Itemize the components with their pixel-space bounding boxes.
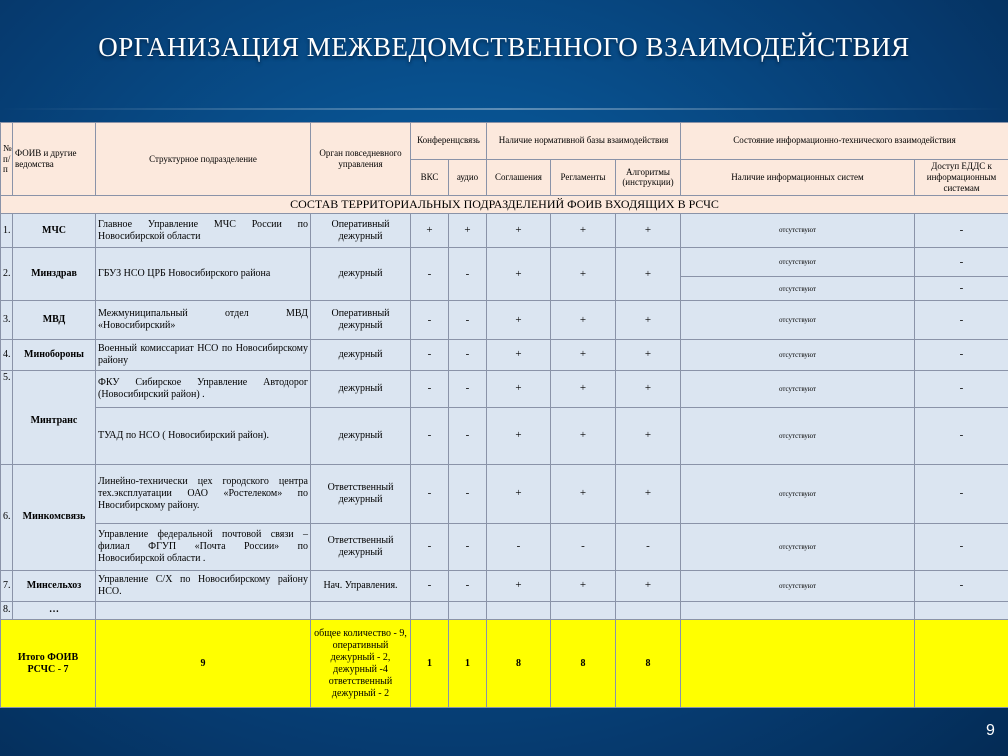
row-regulations: + <box>551 370 616 407</box>
row-organ: дежурный <box>311 340 411 371</box>
row-organ: дежурный <box>311 407 411 464</box>
row-empty-cell <box>487 601 551 619</box>
row-algorithms: + <box>616 407 681 464</box>
page-number: 9 <box>986 722 995 739</box>
table-row <box>1 524 1008 571</box>
row-struct: ФКУ Сибирское Управление Автодорог (Новосибирский район) . <box>96 370 311 407</box>
row-foiv: Минтранс <box>13 370 96 464</box>
row-agreements: + <box>487 301 551 340</box>
row-agreements: + <box>487 464 551 523</box>
row-struct: Главное Управление МЧС России по Новосибирской области <box>96 213 311 248</box>
row-num: 7. <box>1 571 13 602</box>
row-vks: - <box>411 407 449 464</box>
row-foiv: Минобороны <box>13 340 96 371</box>
row-algorithms: + <box>616 464 681 523</box>
header-foiv: ФОИВ и другие ведомства <box>13 123 96 196</box>
row-algorithms: + <box>616 340 681 371</box>
row-algorithms: + <box>616 571 681 602</box>
header-algorithms: Алгоритмы (инструкции) <box>616 159 681 195</box>
row-access: - <box>915 370 1008 407</box>
row-empty-cell <box>616 601 681 619</box>
row-empty-cell <box>411 601 449 619</box>
row-infosys: отсутствуют <box>681 407 915 464</box>
row-infosys: отсутствуют <box>681 464 915 523</box>
row-foiv: МЧС <box>13 213 96 248</box>
row-empty-cell <box>681 601 915 619</box>
table-row <box>1 340 1008 371</box>
row-struct: ТУАД по НСО ( Новосибирский район). <box>96 407 311 464</box>
row-struct: ГБУЗ НСО ЦРБ Новосибирского района <box>96 248 311 301</box>
totals-organ: общее количество - 9, оперативный дежурный - 2, дежурный -4 ответственный дежурный - 2 <box>311 620 411 708</box>
totals-access <box>915 620 1008 708</box>
row-organ: дежурный <box>311 248 411 301</box>
row-regulations: + <box>551 464 616 523</box>
row-infosys: отсутствуют <box>681 213 915 248</box>
row-empty-cell <box>915 601 1008 619</box>
table-row <box>1 407 1008 464</box>
row-num: 1. <box>1 213 13 248</box>
row-foiv: Минкомсвязь <box>13 464 96 570</box>
row-agreements: + <box>487 248 551 301</box>
row-audio: - <box>449 524 487 571</box>
row-audio: - <box>449 464 487 523</box>
row-audio: - <box>449 248 487 301</box>
row-regulations: + <box>551 248 616 301</box>
row-struct: Управление С/Х по Новосибирскому району НСО. <box>96 571 311 602</box>
row-num: 6. <box>1 464 13 570</box>
row-vks: - <box>411 524 449 571</box>
header-infosys: Наличие информационных систем <box>681 159 915 195</box>
row-algorithms: + <box>616 301 681 340</box>
row-vks: - <box>411 571 449 602</box>
slide-title: ОРГАНИЗАЦИЯ МЕЖВЕДОМСТВЕННОГО ВЗАИМОДЕЙСТВИЯ <box>98 32 910 62</box>
row-access: - <box>915 340 1008 371</box>
row-vks: - <box>411 248 449 301</box>
row-regulations: + <box>551 301 616 340</box>
row-num: 3. <box>1 301 13 340</box>
row-vks: - <box>411 340 449 371</box>
row-infosys: отсутствуют <box>681 571 915 602</box>
row-agreements: - <box>487 524 551 571</box>
row-algorithms: + <box>616 248 681 301</box>
row-struct: Управление федеральной почтовой связи – филиал ФГУП «Почта России» по Новосибирской области . <box>96 524 311 571</box>
row-access: - <box>915 524 1008 571</box>
row-regulations: + <box>551 407 616 464</box>
totals-struct: 9 <box>96 620 311 708</box>
table-row <box>1 370 1008 407</box>
row-access: - <box>915 276 1008 301</box>
row-organ: дежурный <box>311 370 411 407</box>
row-algorithms: - <box>616 524 681 571</box>
row-num: 5. <box>1 370 13 464</box>
header-agreements: Соглашения <box>487 159 551 195</box>
row-access: - <box>915 213 1008 248</box>
row-algorithms: + <box>616 213 681 248</box>
row-regulations: + <box>551 340 616 371</box>
totals-vks: 1 <box>411 620 449 708</box>
row-audio: - <box>449 370 487 407</box>
header-state: Состояние информационно-технического взаимодействия <box>681 123 1008 160</box>
row-organ: Ответственный дежурный <box>311 524 411 571</box>
row-audio: - <box>449 301 487 340</box>
row-num: 8. <box>1 601 13 619</box>
row-audio: + <box>449 213 487 248</box>
header-conf: Конференцсвязь <box>411 123 487 160</box>
totals-row <box>1 620 1008 708</box>
row-foiv: Минздрав <box>13 248 96 301</box>
row-organ: Нач. Управления. <box>311 571 411 602</box>
row-infosys: отсутствуют <box>681 301 915 340</box>
row-struct: Военный комиссариат НСО по Новосибирскому району <box>96 340 311 371</box>
row-infosys: отсутствуют <box>681 340 915 371</box>
header-organ: Орган повседневного управления <box>311 123 411 196</box>
table-row <box>1 301 1008 340</box>
header-audio: аудио <box>449 159 487 195</box>
header-normbase: Наличие нормативной базы взаимодействия <box>487 123 681 160</box>
row-foiv: МВД <box>13 301 96 340</box>
row-infosys: отсутствуют <box>681 524 915 571</box>
row-access: - <box>915 248 1008 277</box>
row-vks: - <box>411 301 449 340</box>
row-foiv: … <box>13 601 96 619</box>
row-regulations: + <box>551 571 616 602</box>
row-infosys: отсутствуют <box>681 276 915 301</box>
row-infosys: отсутствуют <box>681 248 915 277</box>
row-empty-cell <box>96 601 311 619</box>
totals-label: Итого ФОИВ РСЧС - 7 <box>1 620 96 708</box>
table-row <box>1 601 1008 619</box>
row-audio: - <box>449 340 487 371</box>
row-organ: Оперативный дежурный <box>311 301 411 340</box>
row-vks: - <box>411 464 449 523</box>
row-struct: Линейно-технически цех городского центра тех.эксплуатации ОАО «Ростелеком» по Нвосибирскому району. <box>96 464 311 523</box>
row-access: - <box>915 464 1008 523</box>
section-title: СОСТАВ ТЕРРИТОРИАЛЬНЫХ ПОДРАЗДЕЛЕНИЙ ФОИВ ВХОДЯЩИХ В РСЧС <box>1 195 1008 213</box>
row-empty-cell <box>311 601 411 619</box>
row-vks: - <box>411 370 449 407</box>
row-access: - <box>915 301 1008 340</box>
totals-audio: 1 <box>449 620 487 708</box>
row-foiv: Минсельхоз <box>13 571 96 602</box>
header-struct: Структурное подразделение <box>96 123 311 196</box>
row-access: - <box>915 571 1008 602</box>
table-row <box>1 464 1008 523</box>
row-struct: Межмуниципальный отдел МВД «Новосибирский» <box>96 301 311 340</box>
row-audio: - <box>449 407 487 464</box>
row-num: 2. <box>1 248 13 301</box>
row-agreements: + <box>487 407 551 464</box>
row-organ: Ответственный дежурный <box>311 464 411 523</box>
row-agreements: + <box>487 213 551 248</box>
row-agreements: + <box>487 340 551 371</box>
row-agreements: + <box>487 370 551 407</box>
header-regulations: Регламенты <box>551 159 616 195</box>
header-access: Доступ ЕДДС к информационным системам <box>915 159 1008 195</box>
header-vks: ВКС <box>411 159 449 195</box>
table-row <box>1 213 1008 248</box>
row-empty-cell <box>449 601 487 619</box>
totals-agreements: 8 <box>487 620 551 708</box>
row-agreements: + <box>487 571 551 602</box>
row-algorithms: + <box>616 370 681 407</box>
totals-algorithms: 8 <box>616 620 681 708</box>
row-audio: - <box>449 571 487 602</box>
header-num: № п/п <box>1 123 13 196</box>
table-row <box>1 248 1008 277</box>
row-regulations: - <box>551 524 616 571</box>
totals-infosys <box>681 620 915 708</box>
interaction-table <box>0 122 1008 708</box>
row-regulations: + <box>551 213 616 248</box>
row-organ: Оперативный дежурный <box>311 213 411 248</box>
row-empty-cell <box>551 601 616 619</box>
title-divider <box>0 108 1008 110</box>
row-num: 4. <box>1 340 13 371</box>
row-infosys: отсутствуют <box>681 370 915 407</box>
totals-regulations: 8 <box>551 620 616 708</box>
row-access: - <box>915 407 1008 464</box>
row-vks: + <box>411 213 449 248</box>
table-row <box>1 571 1008 602</box>
